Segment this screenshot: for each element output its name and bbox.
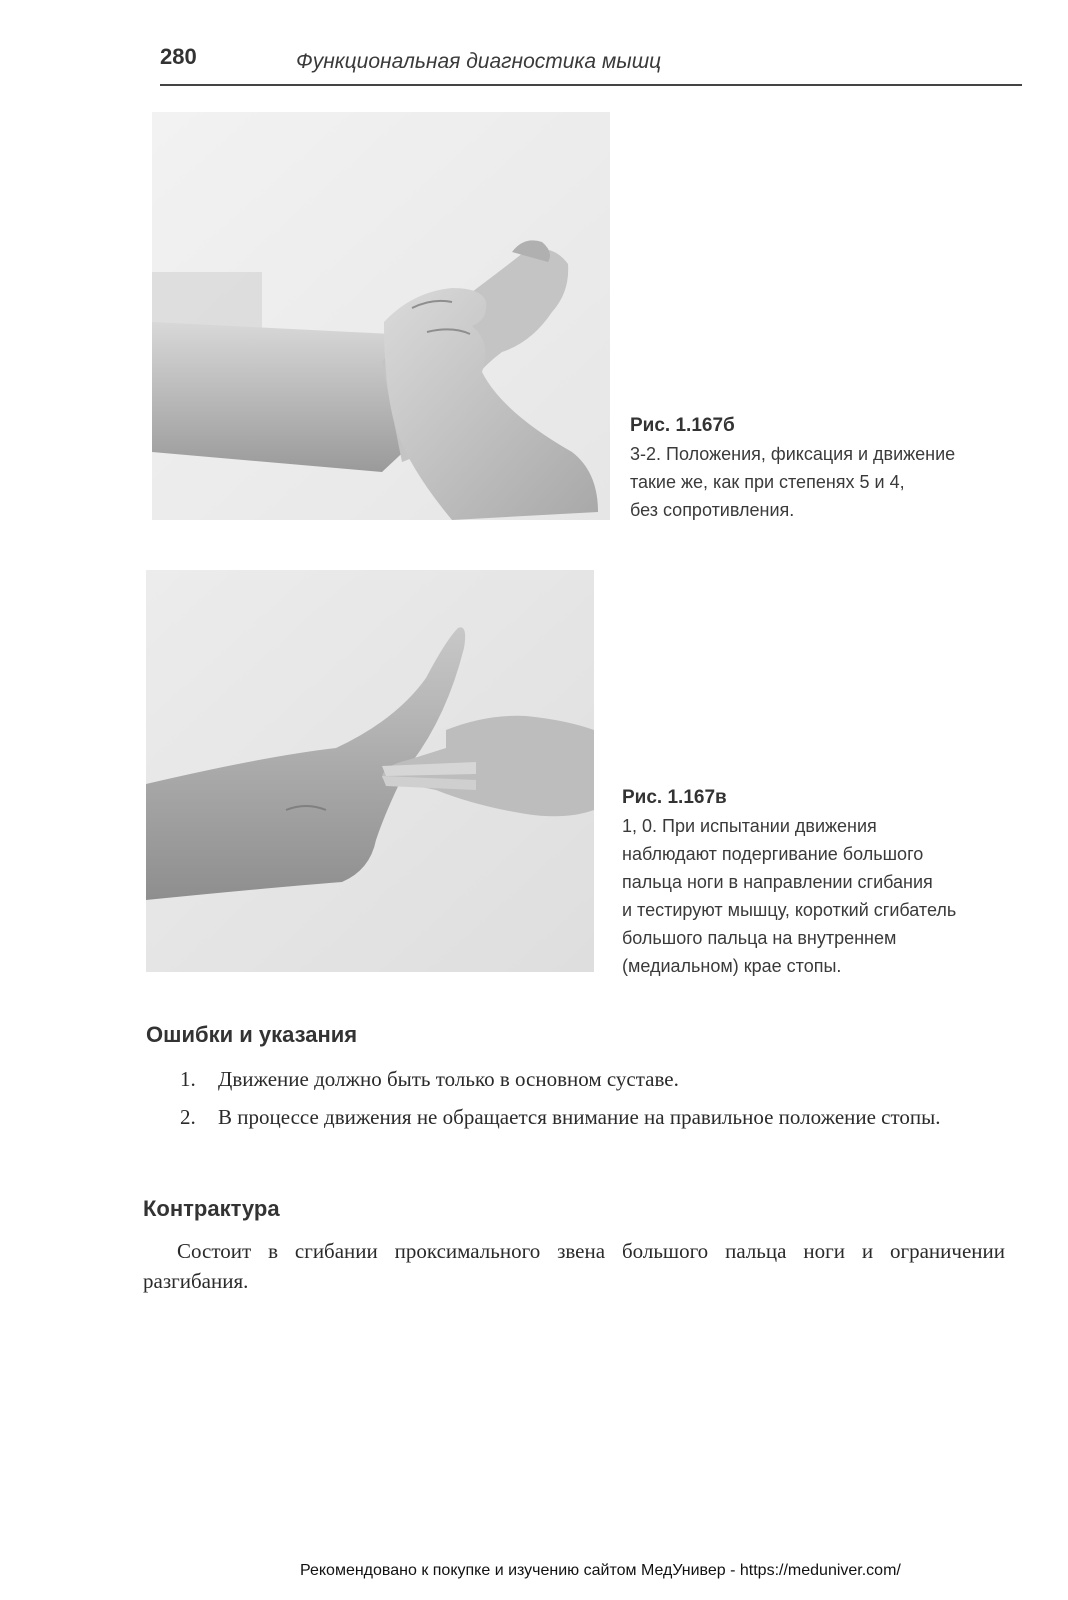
footer-recommendation: Рекомендовано к покупке и изучению сайтом МедУнивер - https://meduniver.com/	[300, 1562, 901, 1579]
figure-1-label: Рис. 1.167б	[630, 415, 735, 436]
section-heading-errors: Ошибки и указания	[146, 1022, 358, 1047]
errors-list	[180, 1064, 1010, 1140]
figure-2-caption-line: (медиальном) крае стопы.	[622, 956, 842, 976]
list-item-number: 2.	[180, 1105, 196, 1129]
page-number: 280	[160, 44, 197, 69]
figure-2-caption-line: большого пальца на внутреннем	[622, 928, 897, 948]
figure-2-label: Рис. 1.167в	[622, 787, 727, 808]
figure-2-caption-line: пальца ноги в направлении сгибания	[622, 872, 933, 892]
list-item	[180, 1102, 1010, 1132]
header-divider	[160, 84, 1022, 86]
figure-1-caption-line: без сопротивления.	[630, 500, 795, 520]
list-item-number: 1.	[180, 1067, 196, 1091]
list-item-text: Движение должно быть только в основном суставе.	[218, 1067, 679, 1091]
figure-2-caption-line: и тестируют мышцу, короткий сгибатель	[622, 900, 957, 920]
figure-2-caption	[622, 784, 1022, 980]
figure-1-caption	[630, 412, 1020, 524]
figure-1-photo	[152, 112, 610, 520]
section-heading-contracture: Контрактура	[143, 1196, 280, 1221]
list-item	[180, 1064, 1010, 1094]
figure-2-caption-line: 1, 0. При испытании движения	[622, 816, 877, 836]
running-header-title: Функциональная диагностика мышц	[296, 50, 662, 73]
contracture-paragraph: Состоит в сгибании проксимального звена большого пальца ноги и ограничении разгибания.	[143, 1239, 1005, 1293]
figure-2-caption-line: наблюдают подергивание большого	[622, 844, 924, 864]
figure-1-caption-line: 3-2. Положения, фиксация и движение	[630, 444, 956, 464]
list-item-text: В процессе движения не обращается внимание на правильное положение стопы.	[218, 1105, 941, 1129]
figure-1-caption-line: такие же, как при степенях 5 и 4,	[630, 472, 905, 492]
figure-2-photo	[146, 570, 594, 972]
